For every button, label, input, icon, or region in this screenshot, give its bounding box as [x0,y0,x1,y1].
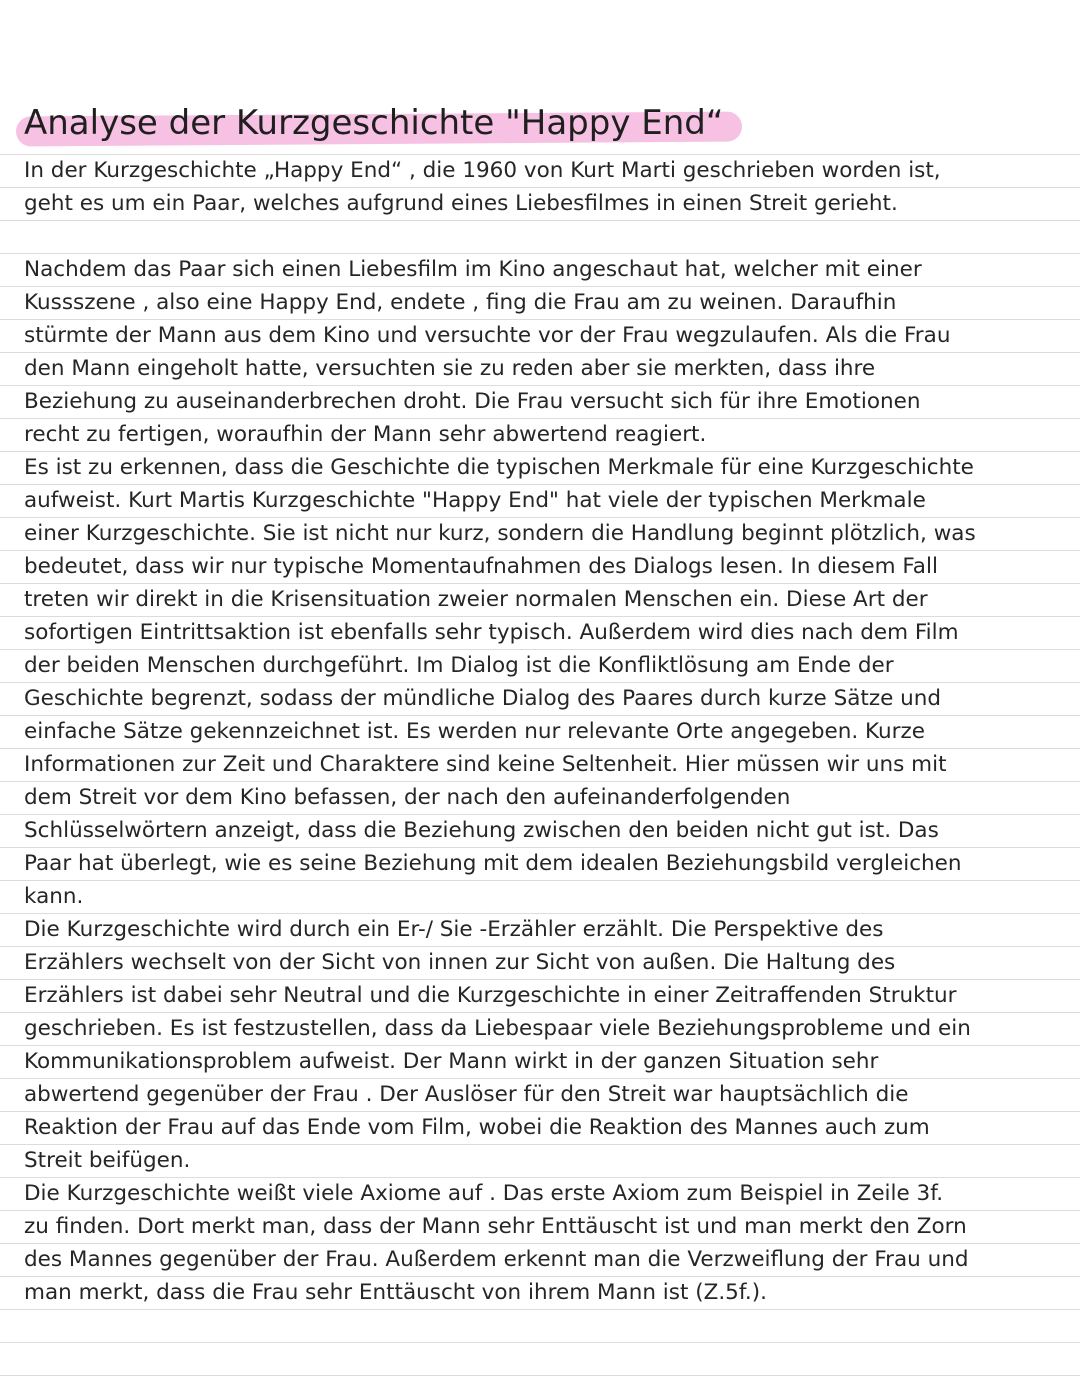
text-line: sofortigen Eintrittsaktion ist ebenfalls sehr typisch. Außerdem wird dies nach dem Film [24,620,959,645]
text-line: Schlüsselwörtern anzeigt, dass die Beziehung zwischen den beiden nicht gut ist. Das [24,818,939,843]
text-line: dem Streit vor dem Kino befassen, der nach den aufeinanderfolgenden [24,785,791,810]
text-line: recht zu fertigen, woraufhin der Mann sehr abwertend reagiert. [24,422,707,447]
text-line: In der Kurzgeschichte „Happy End“ , die 1960 von Kurt Marti geschrieben worden ist, [24,158,941,183]
text-line: Informationen zur Zeit und Charaktere sind keine Seltenheit. Hier müssen wir uns mit [24,752,947,777]
text-line: aufweist. Kurt Martis Kurzgeschichte "Happy End" hat viele der typischen Merkmale [24,488,926,513]
text-line: Erzählers ist dabei sehr Neutral und die Kurzgeschichte in einer Zeitraffenden Struktur [24,983,957,1008]
text-line: man merkt, dass die Frau sehr Enttäuscht von ihrem Mann ist (Z.5f.). [24,1280,767,1305]
text-line: bedeutet, dass wir nur typische Momentaufnahmen des Dialogs lesen. In diesem Fall [24,554,938,579]
text-line: Kommunikationsproblem aufweist. Der Mann wirkt in der ganzen Situation sehr [24,1049,879,1074]
text-line: Reaktion der Frau auf das Ende vom Film, wobei die Reaktion des Mannes auch zum [24,1115,930,1140]
text-line: Erzählers wechselt von der Sicht von innen zur Sicht von außen. Die Haltung des [24,950,896,975]
text-line: Es ist zu erkennen, dass die Geschichte die typischen Merkmale für eine Kurzgeschichte [24,455,974,480]
text-line: des Mannes gegenüber der Frau. Außerdem erkennt man die Verzweiflung der Frau und [24,1247,969,1272]
text-line: Die Kurzgeschichte wird durch ein Er-/ Sie -Erzähler erzählt. Die Perspektive des [24,917,884,942]
text-line: Die Kurzgeschichte weißt viele Axiome auf . Das erste Axiom zum Beispiel in Zeile 3f. [24,1181,944,1206]
text-line: den Mann eingeholt hatte, versuchten sie zu reden aber sie merkten, dass ihre [24,356,876,381]
text-line: Geschichte begrenzt, sodass der mündliche Dialog des Paares durch kurze Sätze und [24,686,942,711]
rule-line [0,1375,1080,1376]
text-line: abwertend gegenüber der Frau . Der Auslöser für den Streit war hauptsächlich die [24,1082,909,1107]
rule-line [0,1342,1080,1343]
text-line: einfache Sätze gekennzeichnet ist. Es werden nur relevante Orte angegeben. Kurze [24,719,925,744]
document-body [24,154,1064,1309]
rule-line [0,1309,1080,1310]
text-line: Streit beifügen. [24,1148,191,1173]
text-line: Beziehung zu auseinanderbrechen droht. Die Frau versucht sich für ihre Emotionen [24,389,921,414]
text-line: der beiden Menschen durchgeführt. Im Dialog ist die Konfliktlösung am Ende der [24,653,894,678]
text-line: kann. [24,884,84,909]
page-title: Analyse der Kurzgeschichte "Happy End“ [24,103,724,143]
text-line: zu finden. Dort merkt man, dass der Mann sehr Enttäuscht ist und man merkt den Zorn [24,1214,967,1239]
title-block [24,96,723,156]
text-line: Kussszene , also eine Happy End, endete , fing die Frau am zu weinen. Daraufhin [24,290,897,315]
text-line: treten wir direkt in die Krisensituation zweier normalen Menschen ein. Diese Art der [24,587,928,612]
text-line: stürmte der Mann aus dem Kino und versuchte vor der Frau wegzulaufen. Als die Frau [24,323,951,348]
text-line: Nachdem das Paar sich einen Liebesfilm im Kino angeschaut hat, welcher mit einer [24,257,922,282]
text-line: einer Kurzgeschichte. Sie ist nicht nur kurz, sondern die Handlung beginnt plötzlich, was [24,521,976,546]
text-line: Paar hat überlegt, wie es seine Beziehung mit dem idealen Beziehungsbild vergleichen [24,851,962,876]
blank-line [24,220,1064,253]
text-line: geht es um ein Paar, welches aufgrund eines Liebesfilmes in einen Streit gerieht. [24,191,898,216]
text-line: geschrieben. Es ist festzustellen, dass da Liebespaar viele Beziehungsprobleme und ein [24,1016,971,1041]
